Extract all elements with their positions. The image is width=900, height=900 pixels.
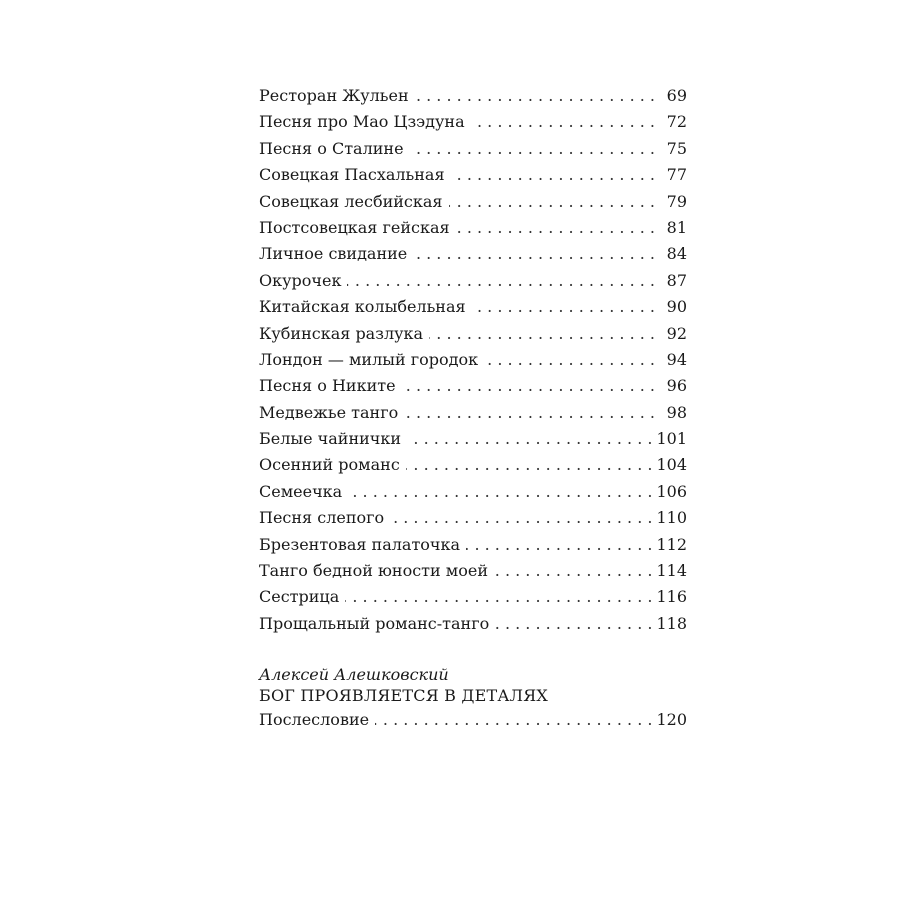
dot-leader — [375, 707, 652, 733]
toc-entry-title: Семеечка — [259, 481, 343, 501]
toc-entry-title: Лондон — милый городок — [259, 349, 479, 369]
toc-entry — [259, 707, 687, 733]
toc-entry-page: 79 — [666, 191, 687, 211]
toc-entry-title: Песня слепого — [259, 508, 385, 528]
toc-entry-page: 116 — [656, 587, 687, 607]
toc-entry-page: 92 — [666, 323, 687, 343]
toc-entry-title: Совецкая Пасхальная — [259, 165, 445, 185]
dot-leader — [410, 136, 655, 162]
toc-entry-title: Кубинская разлука — [259, 323, 424, 343]
toc-entry-title: Сестрица — [259, 587, 340, 607]
toc-entry-page: 77 — [666, 165, 687, 185]
dot-leader — [494, 558, 652, 584]
dot-leader — [402, 373, 655, 399]
dot-leader — [404, 400, 655, 426]
toc-entry-page: 81 — [666, 217, 687, 237]
dot-leader — [407, 426, 652, 452]
toc-entry — [259, 505, 687, 531]
toc-entry-title: Брезентовая палаточка — [259, 534, 461, 554]
toc-entry-title: Танго бедной юности моей — [259, 561, 488, 581]
toc-entry-page: 84 — [666, 244, 687, 264]
toc-entry-title: Прощальный романс-танго — [259, 613, 490, 633]
toc-entry-page: 94 — [666, 349, 687, 369]
toc-entry-title: Белые чайнички — [259, 429, 402, 449]
toc-entry-page: 87 — [666, 270, 687, 290]
toc-entry — [259, 532, 687, 558]
toc-entry — [259, 400, 687, 426]
dot-leader — [345, 584, 652, 610]
toc-entry-page: 101 — [656, 429, 687, 449]
dot-leader — [471, 109, 655, 135]
dot-leader — [347, 268, 655, 294]
toc-entry-title: Осенний романс — [259, 455, 400, 475]
toc-entry — [259, 479, 687, 505]
toc-entry — [259, 558, 687, 584]
toc-entry — [259, 373, 687, 399]
toc-entry — [259, 136, 687, 162]
toc-entry-title: Песня о Никите — [259, 376, 396, 396]
toc-entry — [259, 215, 687, 241]
dot-leader — [406, 452, 653, 478]
toc-entry-title: Ресторан Жульен — [259, 86, 409, 105]
toc-entry-page: 98 — [666, 402, 687, 422]
toc-entry — [259, 109, 687, 135]
toc-entry — [259, 268, 687, 294]
dot-leader — [390, 505, 652, 531]
toc-entry-title: Послесловие — [259, 710, 370, 729]
toc-entry-page: 96 — [666, 376, 687, 396]
toc-entry-title: Медвежье танго — [259, 402, 399, 422]
toc-entry — [259, 584, 687, 610]
toc-entry-page: 72 — [666, 112, 687, 132]
toc-entry — [259, 294, 687, 320]
toc-entry-page: 112 — [656, 534, 687, 554]
afterword-author: Алексей Алешковский — [259, 665, 449, 684]
dot-leader — [415, 83, 655, 109]
toc-entry-page: 104 — [656, 455, 687, 475]
toc-entry — [259, 452, 687, 478]
toc-entry-page: 90 — [666, 297, 687, 317]
toc-entry-title: Совецкая лесбийская — [259, 191, 443, 211]
toc-entry-page: 106 — [656, 481, 687, 501]
toc-entry-page: 75 — [666, 138, 687, 158]
dot-leader — [472, 294, 655, 320]
afterword-section — [259, 664, 687, 733]
dot-leader — [429, 321, 655, 347]
toc-entry-page: 120 — [656, 710, 687, 729]
table-of-contents — [259, 83, 687, 637]
toc-entry-page: 110 — [656, 508, 687, 528]
toc-entry-title: Песня о Сталине — [259, 138, 404, 158]
toc-entry — [259, 162, 687, 188]
toc-entry-title: Личное свидание — [259, 244, 408, 264]
dot-leader — [456, 215, 655, 241]
toc-entry-title: Китайская колыбельная — [259, 297, 466, 317]
toc-entry-page: 114 — [656, 561, 687, 581]
toc-entry — [259, 426, 687, 452]
dot-leader — [413, 241, 655, 267]
toc-entry-title: Постсовецкая гейская — [259, 217, 450, 237]
toc-entry-page: 118 — [656, 613, 687, 633]
dot-leader — [484, 347, 655, 373]
toc-entry-title: Окурочек — [259, 270, 342, 290]
toc-entry — [259, 611, 687, 637]
toc-entry — [259, 83, 687, 109]
toc-entry — [259, 321, 687, 347]
dot-leader — [348, 479, 652, 505]
afterword-heading: БОГ ПРОЯВЛЯЕТСЯ В ДЕТАЛЯХ — [259, 686, 548, 705]
toc-entry — [259, 241, 687, 267]
dot-leader — [466, 532, 652, 558]
dot-leader — [449, 189, 655, 215]
dot-leader — [451, 162, 655, 188]
dot-leader — [495, 611, 652, 637]
toc-entry-page: 69 — [666, 86, 687, 105]
toc-entry — [259, 347, 687, 373]
toc-entry — [259, 189, 687, 215]
toc-entry-title: Песня про Мао Цзэдуна — [259, 112, 465, 132]
